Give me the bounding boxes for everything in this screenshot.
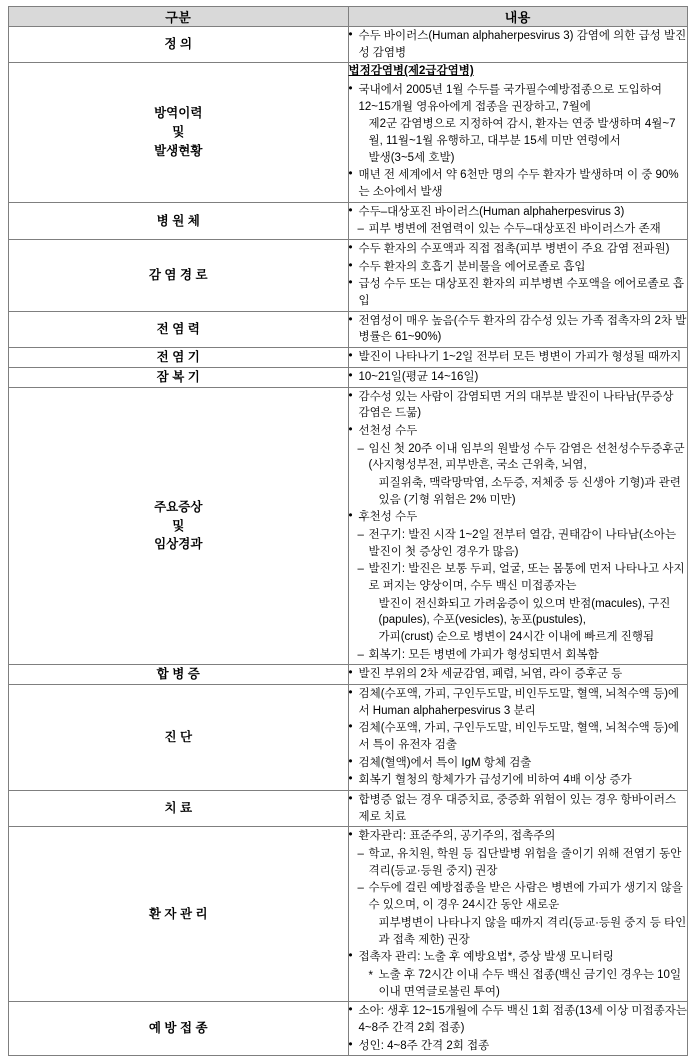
content-line: • 감수성 있는 사람이 감염되면 거의 대부분 발진이 나타남(무증상 감염은 드묾) xyxy=(349,389,688,422)
row-content xyxy=(348,63,688,202)
content-line: • 환자관리: 표준주의, 공기주의, 접촉주의 xyxy=(349,828,688,845)
content-line: • 검체(혈액)에서 특이 IgM 항체 검출 xyxy=(349,755,688,772)
row-content xyxy=(348,348,688,368)
content-line: 제2군 감염병으로 지정하여 감시, 환자는 연중 발생하며 4월~7월, 11월~1월 유행하고, 대부분 15세 미만 연령에서 xyxy=(368,118,676,148)
row-label: 진 단 xyxy=(9,685,349,791)
content-line: • 선천성 수두 xyxy=(349,423,688,440)
table-row xyxy=(9,387,688,665)
row-label: 주요증상 및 임상경과 xyxy=(9,387,349,665)
row-content xyxy=(348,665,688,685)
row-content xyxy=(348,791,688,827)
content-line: • 국내에서 2005년 1월 수두를 국가필수예방접종으로 도입하여 12~15개월 영유아에게 접종을 권장하고, 7월에 xyxy=(349,82,688,115)
content-line: – 학교, 유치원, 학원 등 집단발병 위험을 줄이기 위해 전염기 동안 격리(등교·등원 중지) 권장 xyxy=(349,846,688,879)
content-line: 피부병변이 나타나지 않을 때까지 격리(등교·등원 중지 등 타인과 접촉 제한) 권장 xyxy=(378,916,687,946)
content-line: • 수두 바이러스(Human alphaherpesvirus 3) 감염에 의한 급성 발진성 감염병 xyxy=(349,28,688,61)
content-line: • 수두 환자의 호흡기 분비물을 에어로졸로 흡입 xyxy=(349,259,688,276)
table-row xyxy=(9,63,688,202)
header-cell-category: 구분 xyxy=(9,7,349,27)
content-line: • 후천성 수두 xyxy=(349,509,688,526)
row-label: 합 병 증 xyxy=(9,665,349,685)
header-cell-content: 내용 xyxy=(348,7,688,27)
row-label: 잠 복 기 xyxy=(9,367,349,387)
table-body xyxy=(9,27,688,1056)
table-header-row xyxy=(9,7,688,27)
row-content xyxy=(348,685,688,791)
content-line: 법정감염병(제2급감염병) xyxy=(348,65,474,78)
row-label: 전 염 기 xyxy=(9,348,349,368)
content-line: – 발진기: 발진은 보통 두피, 얼굴, 또는 몸통에 먼저 나타나고 사지로 퍼지는 양상이며, 수두 백신 미접종자는 xyxy=(349,561,688,594)
content-line: • 수두–대상포진 바이러스(Human alphaherpesvirus 3) xyxy=(349,204,688,221)
table-row xyxy=(9,791,688,827)
content-line: 피질위축, 맥락망막염, 소두증, 저체중 등 신생아 기형)과 관련 있음 (기형 위험은 2% 미만) xyxy=(378,476,681,506)
content-line: • 수두 환자의 수포액과 직접 접촉(피부 병변이 주요 감염 전파원) xyxy=(349,241,688,258)
content-line: • 급성 수두 또는 대상포진 환자의 피부병변 수포액을 에어로졸로 흡입 xyxy=(349,276,688,309)
row-content xyxy=(348,240,688,312)
content-line: • 검체(수포액, 가피, 구인두도말, 비인두도말, 혈액, 뇌척수액 등)에서 Human alphaherpesvirus 3 분리 xyxy=(349,686,688,719)
row-label: 예 방 접 종 xyxy=(9,1002,349,1056)
table-head xyxy=(9,7,688,27)
content-line: • 10~21일(평균 14~16일) xyxy=(349,369,688,386)
table-row xyxy=(9,348,688,368)
content-line: – 임신 첫 20주 이내 임부의 원발성 수두 감염은 선천성수두증후군(사지형성부전, 피부반흔, 국소 근위축, 뇌염, xyxy=(349,441,688,474)
table-row xyxy=(9,665,688,685)
table-row xyxy=(9,367,688,387)
table-row xyxy=(9,240,688,312)
content-line: 발진이 전신화되고 가려움증이 있으며 반점(macules), 구진(papules), 수포(vesicles), 농포(pustules), xyxy=(378,597,671,627)
content-line: • 접촉자 관리: 노출 후 예방요법*, 증상 발생 모니터링 xyxy=(349,949,688,966)
content-line: • 회복기 혈청의 항체가가 급성기에 비하여 4배 이상 증가 xyxy=(349,772,688,789)
disease-info-table xyxy=(8,6,688,1056)
content-line: • 매년 전 세계에서 약 6천만 명의 수두 환자가 발생하며 이 중 90%는 소아에서 발생 xyxy=(349,167,688,200)
content-line: * 노출 후 72시간 이내 수두 백신 접종(백신 금기인 경우는 10일 이내 면역글로불린 투여) xyxy=(349,967,688,1000)
row-content xyxy=(348,27,688,63)
content-line: – 회복기: 모든 병변에 가피가 형성되면서 회복함 xyxy=(349,647,688,664)
row-label: 방역이력 및 발생현황 xyxy=(9,63,349,202)
content-line: – 전구기: 발진 시작 1~2일 전부터 열감, 권태감이 나타남(소아는 발진이 첫 증상인 경우가 많음) xyxy=(349,527,688,560)
content-line: • 검체(수포액, 가피, 구인두도말, 비인두도말, 혈액, 뇌척수액 등)에서 특이 유전자 검출 xyxy=(349,720,688,753)
row-content xyxy=(348,367,688,387)
content-line: • 발진 부위의 2차 세균감염, 폐렴, 뇌염, 라이 증후군 등 xyxy=(349,666,688,683)
row-label: 환 자 관 리 xyxy=(9,827,349,1002)
row-label: 정 의 xyxy=(9,27,349,63)
content-line: • 성인: 4~8주 간격 2회 접종 xyxy=(349,1038,688,1055)
content-line: – 수두에 걸린 예방접종을 받은 사람은 병변에 가피가 생기지 않을 수 있으며, 이 경우 24시간 동안 새로운 xyxy=(349,880,688,913)
row-label: 감 염 경 로 xyxy=(9,240,349,312)
content-line: – 피부 병변에 전염력이 있는 수두–대상포진 바이러스가 존재 xyxy=(349,221,688,238)
content-line: • 발진이 나타나기 1~2일 전부터 모든 병변이 가피가 형성될 때까지 xyxy=(349,349,688,366)
table-row xyxy=(9,1002,688,1056)
content-line: • 전염성이 매우 높음(수두 환자의 감수성 있는 가족 접촉자의 2차 발병률은 61~90%) xyxy=(349,313,688,346)
table-row xyxy=(9,311,688,347)
row-label: 병 원 체 xyxy=(9,202,349,239)
table-row xyxy=(9,827,688,1002)
row-content xyxy=(348,202,688,239)
content-line: • 합병증 없는 경우 대증치료, 중증화 위험이 있는 경우 항바이러스제로 치료 xyxy=(349,792,688,825)
table-row xyxy=(9,27,688,63)
row-label: 치 료 xyxy=(9,791,349,827)
row-content xyxy=(348,387,688,665)
row-content xyxy=(348,311,688,347)
table-row xyxy=(9,685,688,791)
table-row xyxy=(9,202,688,239)
row-content xyxy=(348,1002,688,1056)
content-line: 발생(3~5세 호발) xyxy=(368,151,455,164)
content-line: 가피(crust) 순으로 병변이 24시간 이내에 빠르게 진행됨 xyxy=(378,631,655,643)
row-content xyxy=(348,827,688,1002)
content-line: • 소아: 생후 12~15개월에 수두 백신 1회 접종(13세 이상 미접종자는 4~8주 간격 2회 접종) xyxy=(349,1003,688,1036)
row-label: 전 염 력 xyxy=(9,311,349,347)
